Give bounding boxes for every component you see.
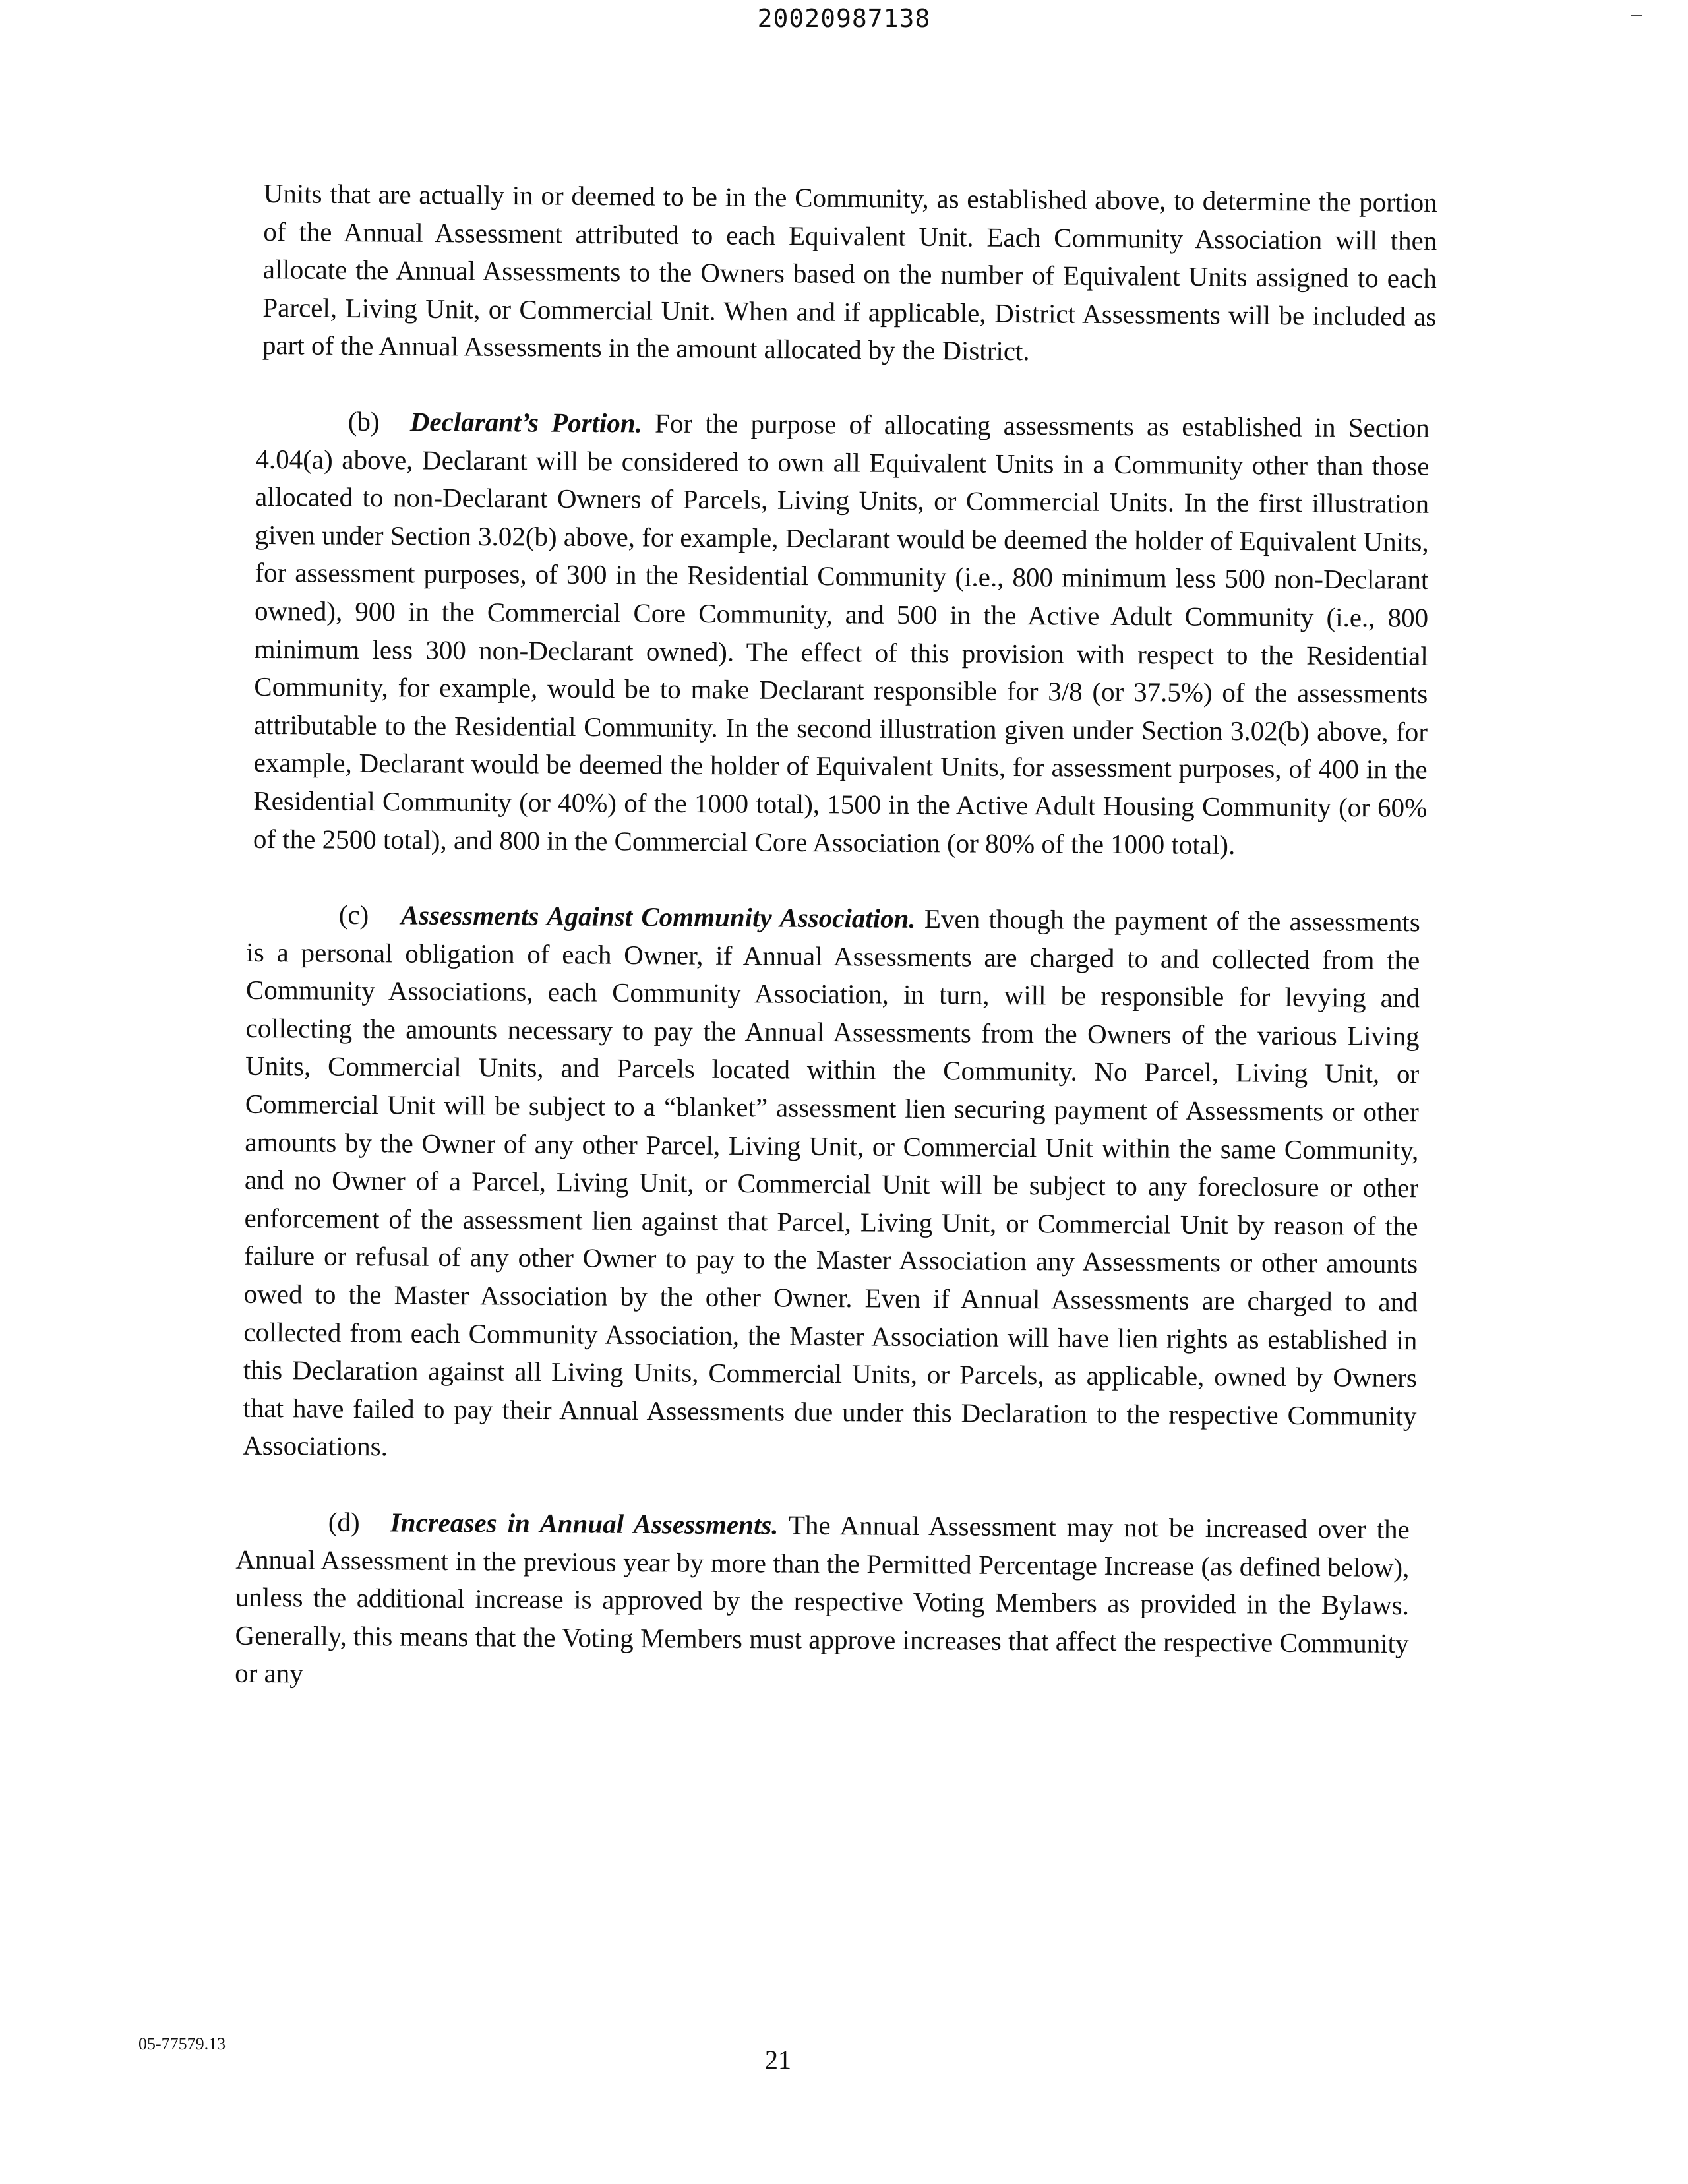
paragraph-b (253, 402, 1430, 865)
paragraph-b-text: For the purpose of allocating assessments as established in Section 4.04(a) above, Declarant will be considered to own all Equivalent Units in a Community other than those allocated to non-Declarant Owners of Parcels, Living Units, or Commercial Units. In the first illustration given under Section 3.02(b) above, for example, Declarant would be deemed the holder of Equivalent Units, for assessment purposes, of 300 in the Residential Community (i.e., 800 minimum less 500 non-Declarant owned), 900 in the Commercial Core Community, and 500 in the Active Adult Community (i.e., 800 minimum less 300 non-Declarant owned). The effect of this provision with respect to the Residential Community, for example, would be to make Declarant responsible for 3/8 (or 37.5%) of the assessments attributable to the Residential Community. In the second illustration given under Section 3.02(b) above, for example, Declarant would be deemed the holder of Equivalent Units, for assessment purposes, of 400 in the Residential Community (or 40%) of the 1000 total), 1500 in the Active Adult Housing Community (or 60% of the 2500 total), and 800 in the Commercial Core Association (or 80% of the 1000 total). (253, 408, 1430, 860)
paragraph-c (243, 895, 1420, 1473)
paragraph-c-label: (c) (338, 899, 369, 930)
page-body (235, 175, 1437, 1693)
page-number: 21 (765, 2045, 791, 2075)
paragraph-c-text: Even though the payment of the assessments is a personal obligation of each Owner, if Annual Assessments are charged to and collected from the Community Associations, each Community Association, in turn, will be responsible for levying and collecting the amounts necessary to pay the Annual Assessments from the Owners of the various Living Units, Commercial Units, and Parcels located within the Community. No Parcel, Living Unit, or Commercial Unit will be subject to a “blanket” assessment lien securing payment of Assessments or other amounts by the Owner of any other Parcel, Living Unit, or Commercial Unit within the same Community, and no Owner of a Parcel, Living Unit, or Commercial Unit will be subject to any foreclosure or other enforcement of the assessment lien against that Parcel, Living Unit, or Commercial Unit by reason of the failure or refusal of any other Owner to pay to the Master Association any Assessments or other amounts owed to the Master Association by the other Owner. Even if Annual Assessments are charged to and collected from each Community Association, the Master Association will have lien rights as established in this Declaration against all Living Units, Commercial Units, or Parcels, as applicable, owned by Owners that have failed to pay their Annual Assessments due under this Declaration to the respective Community Associations. (243, 903, 1420, 1462)
paragraph-d-heading: Increases in Annual Assessments. (390, 1507, 779, 1540)
paragraph-d-text: The Annual Assessment may not be increased over the Annual Assessment in the previous year by more than the Permitted Percentage Increase (as defined below), unless the additional increase is approved by the respective Voting Members as provided in the Bylaws. Generally, this means that the Voting Members must approve increases that affect the respective Community or any (235, 1509, 1410, 1689)
paragraph-b-heading: Declarant’s Portion. (409, 406, 643, 439)
paragraph-c-heading: Assessments Against Community Association. (400, 899, 916, 934)
paragraph-b-label: (b) (347, 406, 380, 437)
paragraph-d-label: (d) (328, 1506, 360, 1538)
paragraph-d (235, 1503, 1410, 1701)
document-number-header: 20020987138 (757, 4, 931, 33)
footer-document-id: 05-77579.13 (138, 2034, 226, 2053)
corner-dash-mark (1631, 15, 1642, 16)
continuation-paragraph: Units that are actually in or deemed to be in the Community, as established above, to determine the portion of the Annual Assessment attributed to each Equivalent Unit. Each Community Association will then allocate the Annual Assessments to the Owners based on the number of Equivalent Units assigned to each Parcel, Living Unit, or Commercial Unit. When and if applicable, District Assessments will be included as part of the Annual Assessments in the amount allocated by the District. (262, 177, 1437, 367)
